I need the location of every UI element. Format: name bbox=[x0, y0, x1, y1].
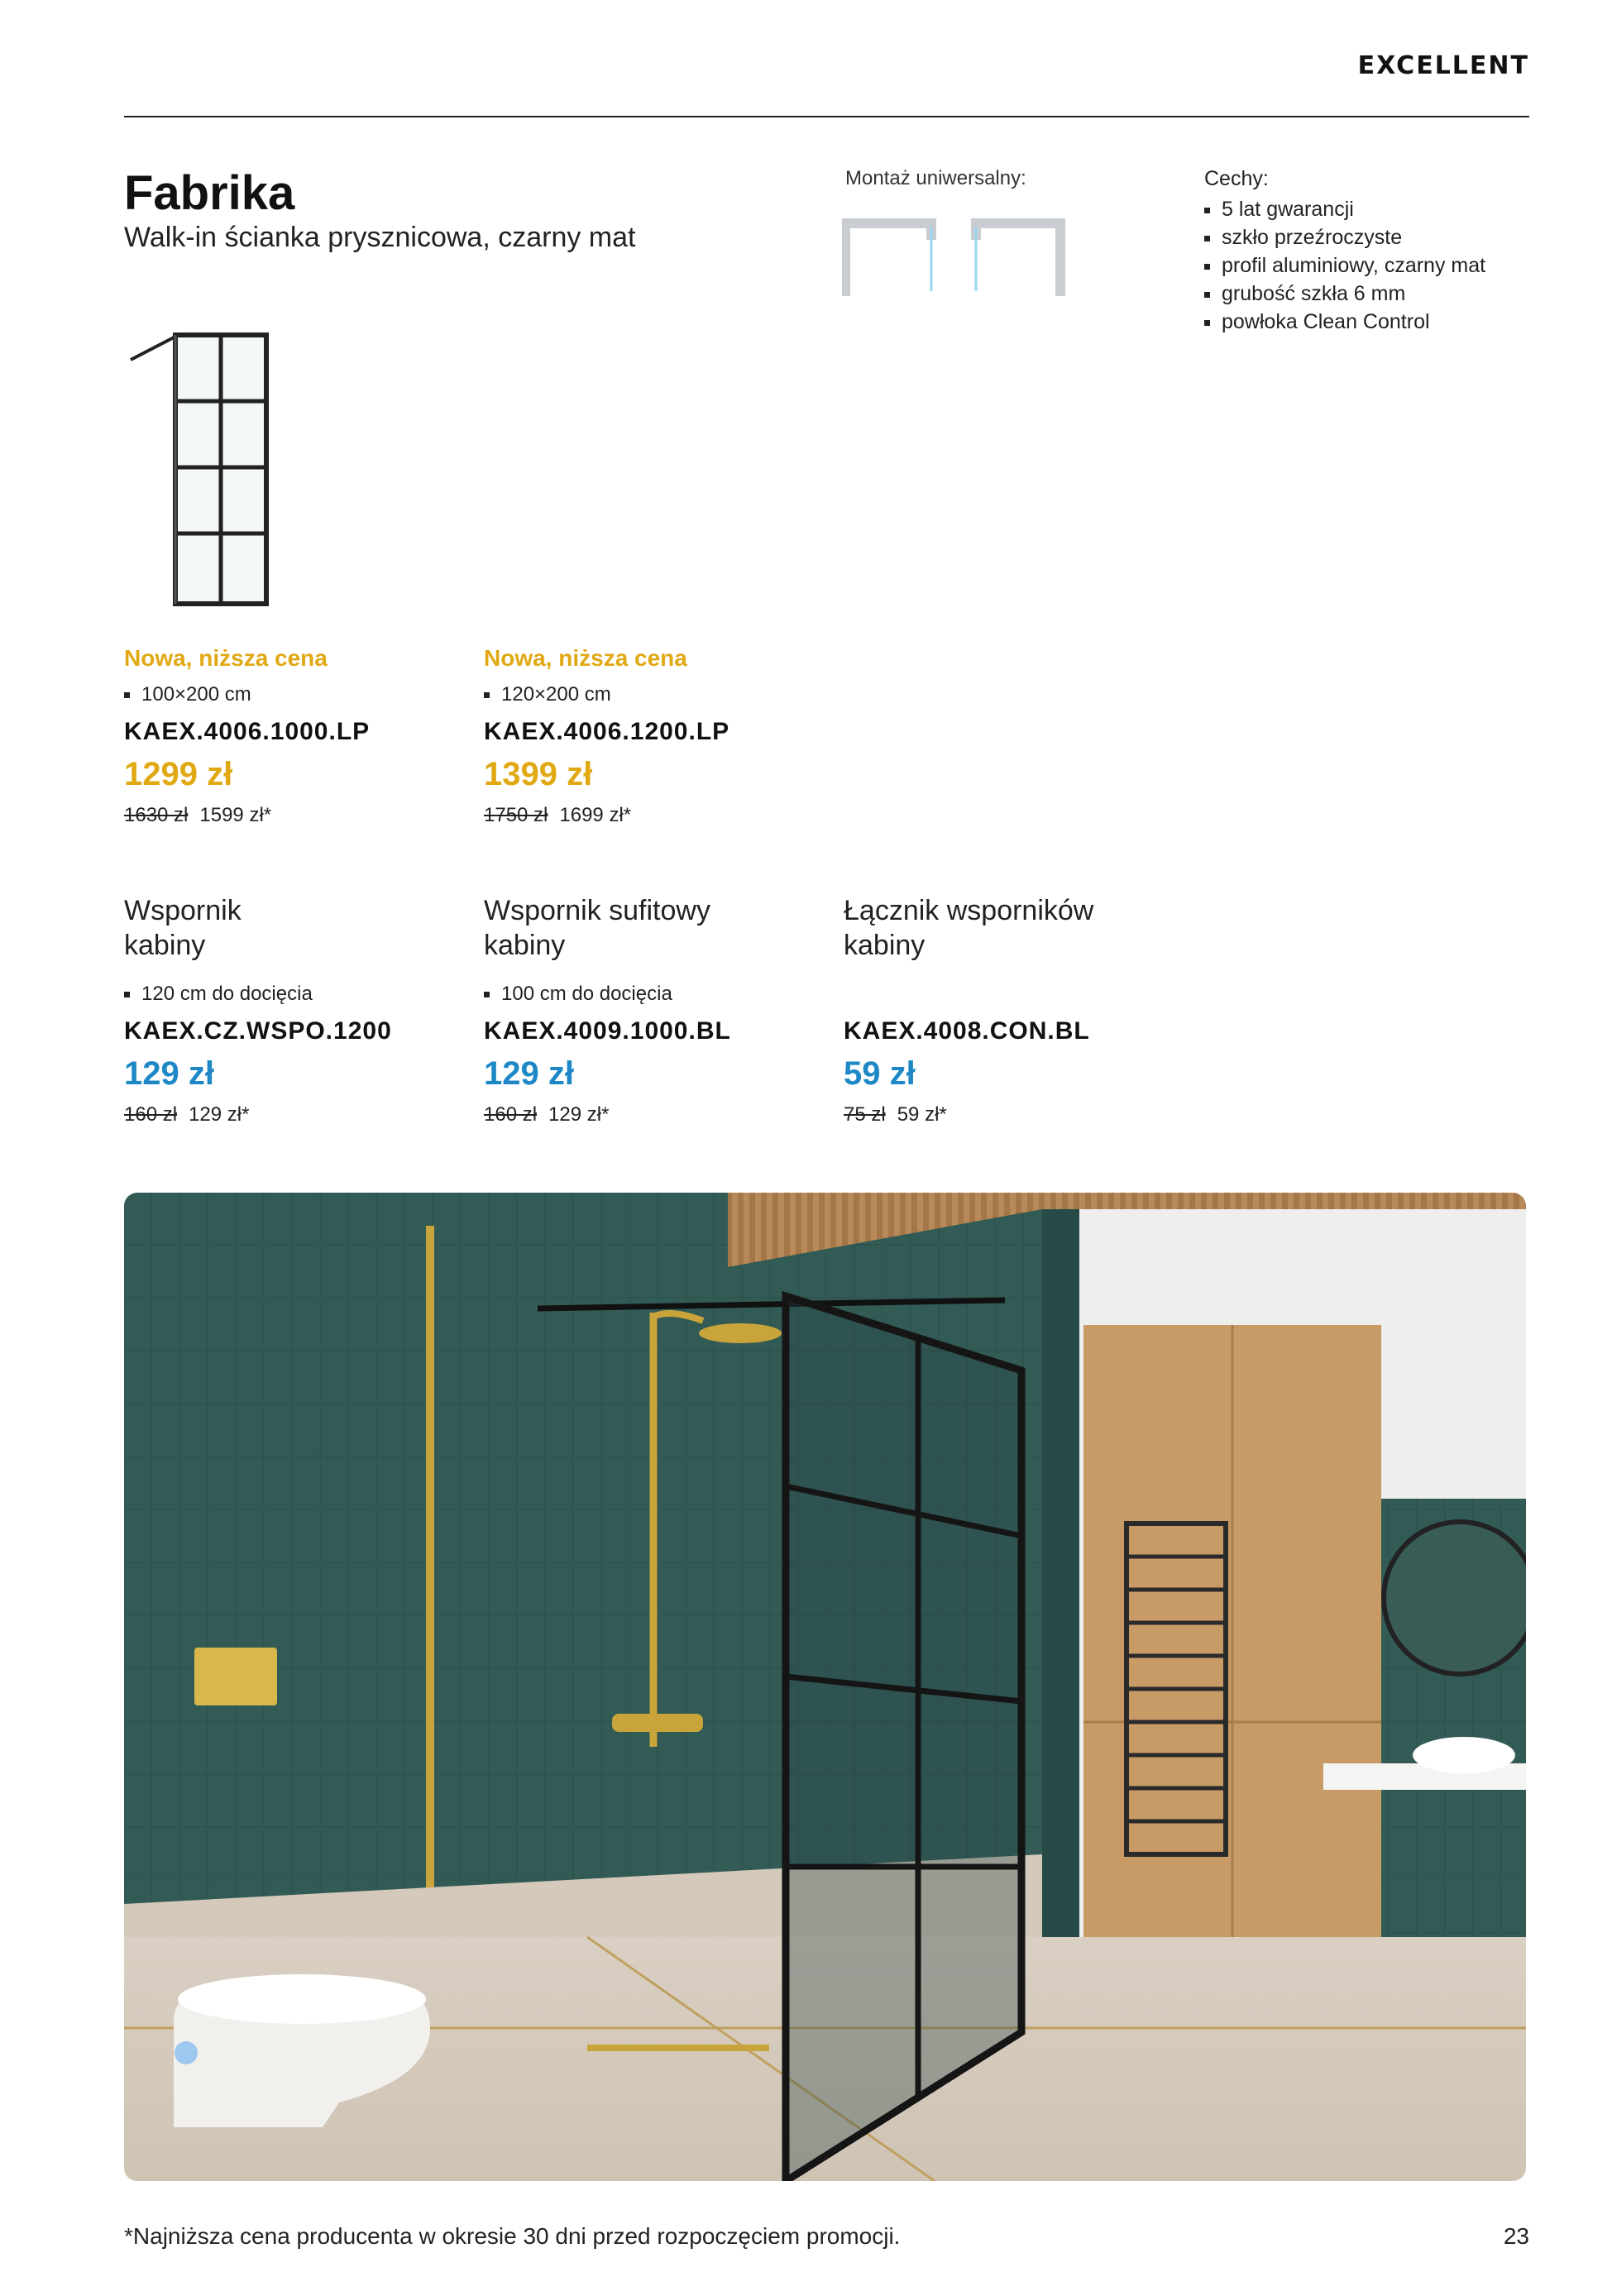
old-price: 75 zł bbox=[844, 1103, 886, 1126]
page-number: 23 bbox=[1503, 2223, 1529, 2249]
lowest-price: 1699 zł* bbox=[559, 804, 632, 826]
feature-item: szkło przeźroczyste bbox=[1204, 223, 1485, 251]
universal-mounting-icon bbox=[842, 217, 1065, 299]
current-price: 129 zł bbox=[484, 1055, 574, 1092]
current-price: 129 zł bbox=[124, 1055, 214, 1092]
lowest-price: 59 zł* bbox=[897, 1103, 947, 1126]
product-code: KAEX.4008.CON.BL bbox=[844, 1017, 1090, 1045]
product-code: KAEX.CZ.WSPO.1200 bbox=[124, 1017, 392, 1045]
current-price: 1399 zł bbox=[484, 756, 593, 792]
accessory-detail: 100 cm do docięcia bbox=[484, 983, 831, 1011]
variant-size: 120×200 cm bbox=[484, 683, 831, 711]
product-code: KAEX.4009.1000.BL bbox=[484, 1017, 731, 1045]
feature-item: powłoka Clean Control bbox=[1204, 308, 1485, 336]
feature-item: grubość szkła 6 mm bbox=[1204, 280, 1485, 308]
accessory-detail: 120 cm do docięcia bbox=[124, 983, 471, 1011]
features-list bbox=[1204, 195, 1485, 336]
accessory-ceiling-support bbox=[484, 893, 831, 1126]
old-price: 160 zł bbox=[124, 1103, 178, 1126]
product-title: Fabrika bbox=[124, 166, 295, 220]
current-price: 59 zł bbox=[844, 1055, 916, 1092]
old-price: 160 zł bbox=[484, 1103, 538, 1126]
variant-size: 100×200 cm bbox=[124, 683, 471, 711]
accessory-support bbox=[124, 893, 471, 1126]
feature-item: profil aluminiowy, czarny mat bbox=[1204, 251, 1485, 280]
accessory-title: Wspornik kabiny bbox=[124, 895, 242, 961]
product-code: KAEX.4006.1200.LP bbox=[484, 718, 730, 745]
accessory-connector bbox=[844, 893, 1191, 1126]
product-code: KAEX.4006.1000.LP bbox=[124, 718, 371, 745]
variant-100 bbox=[124, 645, 471, 827]
product-subtitle: Walk-in ścianka prysznicowa, czarny mat bbox=[124, 222, 636, 253]
old-price: 1630 zł bbox=[124, 804, 189, 826]
bathroom-photo bbox=[124, 1193, 1526, 2181]
price-history bbox=[844, 1103, 1191, 1126]
promo-tag: Nowa, niższa cena bbox=[484, 645, 687, 671]
feature-item: 5 lat gwarancji bbox=[1204, 195, 1485, 223]
shower-panel-drawing bbox=[124, 327, 289, 612]
header-divider bbox=[124, 116, 1529, 117]
brand-logo: EXCELLENT bbox=[1357, 51, 1529, 80]
footnote: *Najniższa cena producenta w okresie 30 dni przed rozpoczęciem promocji. bbox=[124, 2223, 901, 2249]
mounting-label: Montaż uniwersalny: bbox=[845, 167, 1026, 189]
variant-120 bbox=[484, 645, 831, 827]
lowest-price: 129 zł* bbox=[548, 1103, 610, 1126]
price-history bbox=[484, 1103, 831, 1126]
accessory-title: Wspornik sufitowy kabiny bbox=[484, 895, 710, 961]
lowest-price: 129 zł* bbox=[189, 1103, 250, 1126]
promo-tag: Nowa, niższa cena bbox=[124, 645, 328, 671]
lowest-price: 1599 zł* bbox=[199, 804, 272, 826]
features-label: Cechy: bbox=[1204, 167, 1269, 190]
accessory-title: Łącznik wsporników kabiny bbox=[844, 895, 1094, 961]
old-price: 1750 zł bbox=[484, 804, 548, 826]
accessory-detail bbox=[844, 983, 1191, 1011]
price-history bbox=[124, 1103, 471, 1126]
price-history bbox=[484, 804, 831, 827]
bathroom-scene bbox=[124, 1193, 1526, 2181]
price-history bbox=[124, 804, 471, 827]
current-price: 1299 zł bbox=[124, 756, 233, 792]
